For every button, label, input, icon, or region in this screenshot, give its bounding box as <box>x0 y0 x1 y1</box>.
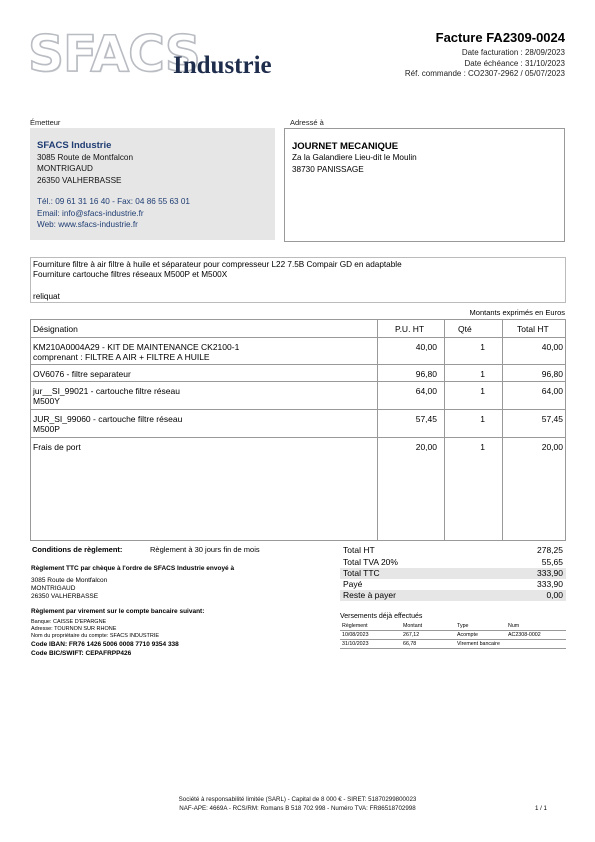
payment-num: AC2308-0002 <box>508 632 541 638</box>
row-designation-detail: M500Y <box>33 396 60 406</box>
emitter-web[interactable]: Web: www.sfacs-industrie.fr <box>37 220 138 229</box>
recipient-address-1: Za la Galandiere Lieu-dit le Moulin <box>292 153 417 162</box>
currency-note: Montants exprimés en Euros <box>469 308 565 317</box>
bank-name: Banque: CAISSE D'EPARGNE <box>31 619 107 625</box>
row-designation: OV6076 - filtre separateur <box>33 369 131 379</box>
row-total: 40,00 <box>541 342 563 352</box>
emitter-label: Émetteur <box>30 118 61 127</box>
recipient-box <box>284 128 565 242</box>
row-designation: Frais de port <box>33 442 81 452</box>
payments-header <box>340 622 566 631</box>
row-quantity: 1 <box>480 414 485 424</box>
row-quantity: 1 <box>480 386 485 396</box>
description-line-1: Fourniture filtre à air filtre à huile et séparateur pour compresseur L22 7.5B Compair GD en adaptable <box>33 260 402 269</box>
total-ttc-row <box>340 568 566 579</box>
invoice-due-date: Date échéance : 31/10/2023 <box>464 58 565 68</box>
total-tva-label: Total TVA 20% <box>343 557 398 567</box>
header-unit-price: P.U. HT <box>395 324 425 334</box>
logo-industrie-text: Industrie <box>173 52 272 79</box>
payment-type: Virement bancaire <box>457 641 500 647</box>
footer-line-1: Société à responsabilité limitée (SARL) - Capital de 8 000 € - SIRET: 51870299800023 <box>178 796 417 803</box>
recipient-name: JOURNET MECANIQUE <box>292 141 399 152</box>
recipient-label: Adressé à <box>290 118 324 127</box>
row-total: 64,00 <box>541 386 563 396</box>
header-quantity: Qté <box>458 324 472 334</box>
account-owner: Nom du propriétaire du compte: SFACS INDUSTRIE <box>31 633 160 639</box>
payment-row <box>340 631 566 640</box>
company-logo <box>28 25 288 88</box>
row-quantity: 1 <box>480 442 485 452</box>
emitter-name: SFACS Industrie <box>37 140 112 151</box>
recipient-address-2: 38730 PANISSAGE <box>292 165 364 174</box>
payment-date: 10/08/2023 <box>342 632 369 638</box>
remaining-row <box>340 590 566 601</box>
row-unit-price: 96,80 <box>415 369 437 379</box>
row-unit-price: 40,00 <box>415 342 437 352</box>
row-quantity: 1 <box>480 369 485 379</box>
payments-made-title: Versements déjà effectués <box>340 613 423 620</box>
invoice-title: Facture FA2309-0024 <box>435 30 565 45</box>
cheque-title: Règlement TTC par chèque à l'ordre de SFACS Industrie envoyé à <box>31 565 235 572</box>
invoice-date: Date facturation : 28/09/2023 <box>461 48 565 57</box>
description-line-3: reliquat <box>33 292 60 301</box>
logo-sfacs-text: SFACS <box>28 25 200 83</box>
emitter-box <box>30 128 275 240</box>
footer-line-2: NAF-APE: 4669A - RCS/RM: Romans B 518 702 998 - Numéro TVA: FR86518702998 <box>179 804 416 812</box>
order-reference: Réf. commande : CO2307-2962 / 05/07/2023 <box>404 69 565 78</box>
invoice-description <box>30 257 566 303</box>
bank-address: Adresse: TOURNON SUR RHONE <box>31 626 117 632</box>
header-total: Total HT <box>517 324 549 334</box>
payments-header-date: Règlement <box>342 623 368 629</box>
row-designation-detail: comprenant : FILTRE A AIR + FILTRE A HUILE <box>33 352 210 362</box>
row-unit-price: 20,00 <box>415 442 437 452</box>
transfer-title: Règlement par virement sur le compte bancaire suivant: <box>31 608 205 615</box>
description-line-2: Fourniture cartouche filtres réseaux M500P et M500X <box>33 270 228 279</box>
row-designation: KM210A0004A29 - KIT DE MAINTENANCE CK2100-1 <box>33 342 240 352</box>
row-unit-price: 57,45 <box>415 414 437 424</box>
paid-row <box>340 579 566 590</box>
row-total: 96,80 <box>541 369 563 379</box>
cheque-address-1: 3085 Route de Montfalcon <box>31 577 108 584</box>
row-quantity: 1 <box>480 342 485 352</box>
emitter-address-2: MONTRIGAUD <box>37 164 93 173</box>
payments-header-amount: Montant <box>403 623 423 629</box>
remaining-value: 0,00 <box>546 590 563 600</box>
total-ttc-value: 333,90 <box>537 568 563 578</box>
emitter-address-1: 3085 Route de Montfalcon <box>37 153 134 162</box>
total-ht-label: Total HT <box>343 545 375 555</box>
emitter-phone: Tél.: 09 61 31 16 40 - Fax: 04 86 55 63 01 <box>37 197 190 206</box>
row-total: 57,45 <box>541 414 563 424</box>
payment-type: Acompte <box>457 632 478 638</box>
paid-label: Payé <box>343 579 363 589</box>
emitter-address-3: 26350 VALHERBASSE <box>37 176 122 185</box>
payment-date: 31/10/2023 <box>342 641 369 647</box>
total-ttc-label: Total TTC <box>343 568 380 578</box>
items-table <box>30 319 566 541</box>
table-header <box>31 320 565 338</box>
row-designation: jur__SI_99021 - cartouche filtre réseau <box>33 386 180 396</box>
row-designation: JUR_SI_99060 - cartouche filtre réseau <box>33 414 183 424</box>
total-tva-value: 55,65 <box>541 557 563 567</box>
bic-code: Code BIC/SWIFT: CEPAFRPP426 <box>31 650 132 657</box>
payment-row <box>340 640 566 649</box>
row-total: 20,00 <box>541 442 563 452</box>
cheque-address-3: 26350 VALHERBASSE <box>31 593 99 600</box>
row-designation-detail: M500P <box>33 424 60 434</box>
payments-header-type: Type <box>457 623 469 629</box>
payment-conditions-label: Conditions de règlement: <box>32 545 123 554</box>
total-ht-value: 278,25 <box>537 545 563 555</box>
paid-value: 333,90 <box>537 579 563 589</box>
row-unit-price: 64,00 <box>415 386 437 396</box>
payment-conditions-value: Règlement à 30 jours fin de mois <box>150 545 260 554</box>
header-designation: Désignation <box>33 324 78 334</box>
iban-code: Code IBAN: FR76 1426 5006 0008 7710 9354 338 <box>31 641 179 648</box>
remaining-label: Reste à payer <box>343 590 396 600</box>
page-number: 1 / 1 <box>534 805 547 812</box>
total-ht-row <box>340 545 566 556</box>
payment-amount: 66,78 <box>403 641 417 647</box>
emitter-email[interactable]: Email: info@sfacs-industrie.fr <box>37 209 144 218</box>
cheque-address-2: MONTRIGAUD <box>31 585 76 592</box>
legal-footer <box>0 796 595 813</box>
payments-header-num: Num <box>508 623 520 629</box>
invoice-meta <box>405 48 565 80</box>
total-tva-row <box>340 557 566 568</box>
payment-amount: 267,12 <box>403 632 420 638</box>
